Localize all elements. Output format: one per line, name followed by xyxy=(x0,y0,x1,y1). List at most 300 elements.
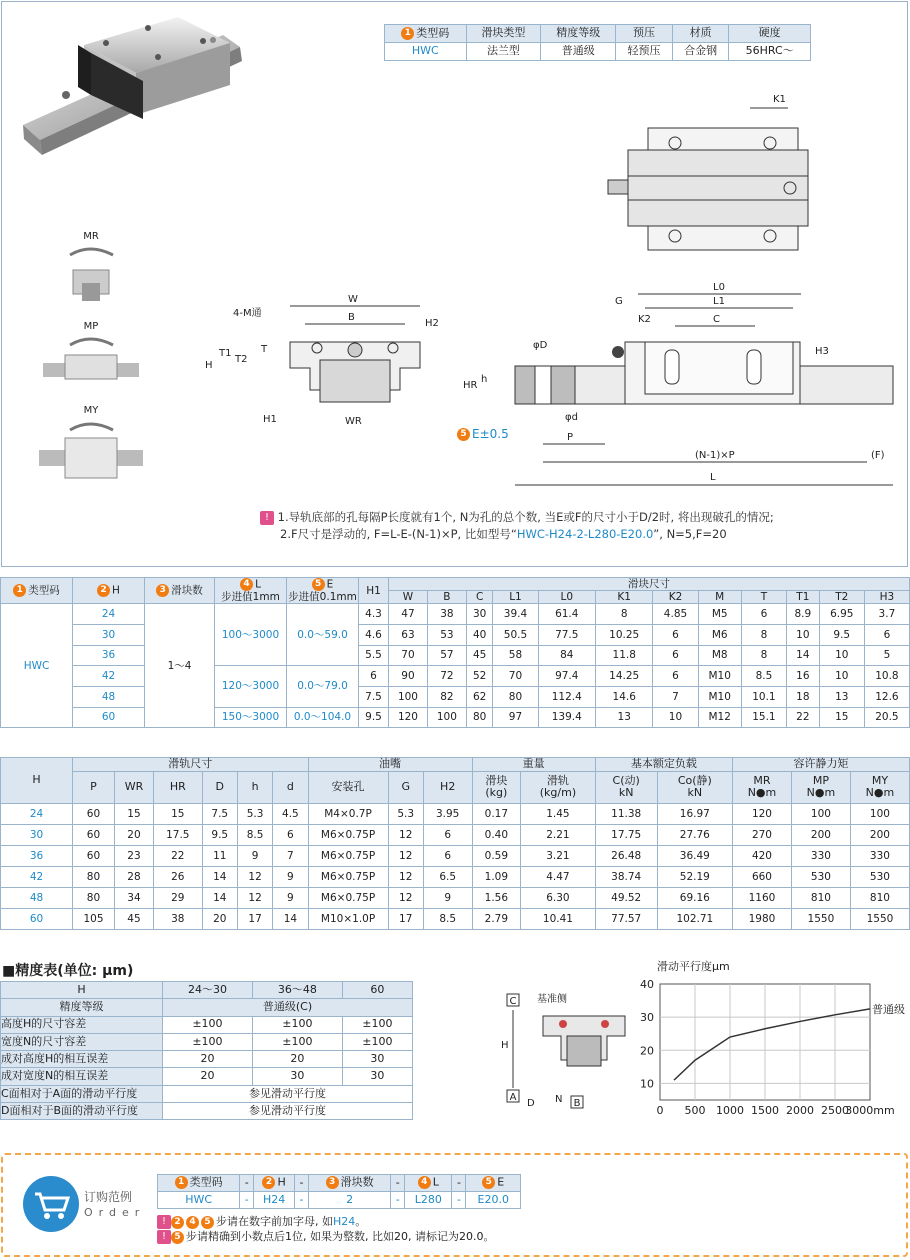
reference-side-label: 基准侧 xyxy=(537,994,567,1005)
order-header xyxy=(158,1175,240,1192)
p-label: P xyxy=(567,432,574,443)
table-cell: 7 xyxy=(653,686,698,707)
l-range-cell: 120～3000 xyxy=(215,666,287,707)
badge: 2 xyxy=(262,1176,275,1189)
col-rail: 滑轨尺寸 xyxy=(73,758,309,772)
badge: 5 xyxy=(171,1231,184,1244)
table-cell: 10.1 xyxy=(741,686,786,707)
x-tick-label: 1500 xyxy=(751,1104,779,1117)
warning-icon: ! xyxy=(157,1215,171,1229)
badge: 2 xyxy=(97,584,110,597)
table-cell: M8 xyxy=(698,645,741,666)
badge: 5 xyxy=(457,428,470,441)
col-slider: 滑块尺寸 xyxy=(389,578,910,591)
table-row xyxy=(1,803,910,824)
spec-header: 材质 xyxy=(672,25,729,43)
order-header xyxy=(254,1175,295,1192)
hr-label: HR xyxy=(463,380,478,391)
table-cell: 6 xyxy=(359,666,389,687)
table-cell: 1.09 xyxy=(472,866,521,887)
b-label: B xyxy=(348,312,355,323)
table-cell: 14.25 xyxy=(595,666,652,687)
mr-label: MR xyxy=(83,231,99,242)
table-cell: 3.95 xyxy=(423,803,472,824)
table-cell: 49.52 xyxy=(595,887,657,908)
table-cell: 47 xyxy=(389,604,428,625)
t1-label: T1 xyxy=(219,348,232,359)
sub-header xyxy=(657,771,732,803)
e-tolerance-text: E±0.5 xyxy=(472,427,509,441)
table-cell: 45 xyxy=(114,908,153,929)
table-cell: 52 xyxy=(466,666,493,687)
order-note-text: 步请在数字前加字母, 如 xyxy=(216,1215,333,1228)
table-cell: 22 xyxy=(786,707,819,728)
header-unit: N●m xyxy=(865,786,895,800)
sub-header: K1 xyxy=(595,591,652,604)
badge: 1 xyxy=(13,584,26,597)
badge: 5 xyxy=(201,1216,214,1229)
e-tolerance xyxy=(457,427,509,441)
header-unit: (kg/m) xyxy=(539,786,577,800)
my-label: MY xyxy=(83,405,99,416)
table-cell: 50.5 xyxy=(493,624,538,645)
col-h: H xyxy=(1,758,73,804)
table-cell: 77.5 xyxy=(538,624,595,645)
order-header-label: E xyxy=(497,1175,505,1189)
sub-header: D xyxy=(202,771,237,803)
table-cell: 1160 xyxy=(732,887,791,908)
table-row xyxy=(1,1051,413,1068)
table-cell: 6 xyxy=(273,824,308,845)
h-cell: 30 xyxy=(73,624,145,645)
table-row xyxy=(1,666,910,687)
table-cell: 6 xyxy=(653,666,698,687)
header-label: MR xyxy=(753,773,771,787)
h-cell: 42 xyxy=(73,666,145,687)
chart-title: 滑动平行度μm xyxy=(657,960,730,973)
sub-header: G xyxy=(388,771,423,803)
sub-header xyxy=(850,771,909,803)
table-cell: M6×0.75P xyxy=(308,824,388,845)
acc-col: 60 xyxy=(342,982,412,999)
table-cell: 6 xyxy=(653,624,698,645)
order-note-text: 。 xyxy=(355,1215,367,1228)
table-cell: 12.6 xyxy=(864,686,909,707)
order-header xyxy=(309,1175,391,1192)
order-sep: - xyxy=(240,1192,254,1209)
n-dim-label: N xyxy=(555,1094,563,1105)
sub-header: P xyxy=(73,771,115,803)
table-cell: 58 xyxy=(493,645,538,666)
order-value: H24 xyxy=(254,1192,295,1209)
phi-d-small-label: φd xyxy=(565,412,578,423)
table-cell: 80 xyxy=(466,707,493,728)
table-cell: 20.5 xyxy=(864,707,909,728)
table-cell: 82 xyxy=(427,686,466,707)
table-cell: 6.95 xyxy=(819,604,864,625)
table-cell: 810 xyxy=(850,887,909,908)
table-row xyxy=(1,908,910,929)
table-cell: 1980 xyxy=(732,908,791,929)
table-cell: 36 xyxy=(1,845,73,866)
y-tick-label: 20 xyxy=(640,1044,654,1058)
h-dim-label: H xyxy=(501,1040,509,1051)
x-tick-label: 2500 xyxy=(821,1104,849,1117)
header-label: 滑轨 xyxy=(546,773,569,787)
table-cell: 1.56 xyxy=(472,887,521,908)
note-text: 1.导轨底部的孔每隔P长度就有1个, N为孔的总个数, 当E或F的尺寸小于D/2时, 将出现破孔的情况; xyxy=(277,510,774,524)
header-label: MY xyxy=(871,773,889,787)
order-header xyxy=(405,1175,452,1192)
cart-icon xyxy=(22,1175,80,1233)
table-cell: 4.3 xyxy=(359,604,389,625)
table-cell: 330 xyxy=(850,845,909,866)
h2-label: H2 xyxy=(425,318,439,329)
spec-value: 法兰型 xyxy=(466,43,541,61)
table-cell: 15 xyxy=(114,803,153,824)
col-moment: 容许静力矩 xyxy=(732,758,909,772)
table-cell: 102.71 xyxy=(657,908,732,929)
table-cell: ±100 xyxy=(252,1033,342,1050)
sub-header: T1 xyxy=(786,591,819,604)
col-load: 基本额定负载 xyxy=(595,758,732,772)
order-value: 2 xyxy=(309,1192,391,1209)
moment-diagrams xyxy=(35,225,145,495)
table-cell: 30 xyxy=(1,824,73,845)
table-cell: 14 xyxy=(202,887,237,908)
table-cell: 6 xyxy=(741,604,786,625)
rail-dimension-table xyxy=(0,757,910,930)
table-cell: 成对高度H的相互误差 xyxy=(1,1051,163,1068)
accuracy-rows xyxy=(1,1016,413,1085)
order-sep: - xyxy=(452,1192,466,1209)
table-cell: 17 xyxy=(388,908,423,929)
table-row xyxy=(1,887,910,908)
table-cell: 4.5 xyxy=(273,803,308,824)
badge: 1 xyxy=(401,27,414,40)
table-cell: 139.4 xyxy=(538,707,595,728)
table-cell: 100 xyxy=(850,803,909,824)
table-cell: 6 xyxy=(653,645,698,666)
table-cell: 27.76 xyxy=(657,824,732,845)
table-row xyxy=(1,604,910,625)
spec-header: 精度等级 xyxy=(541,25,616,43)
table-cell: 17.5 xyxy=(153,824,202,845)
table-cell: 530 xyxy=(850,866,909,887)
sub-header: H2 xyxy=(423,771,472,803)
order-note-1 xyxy=(157,1214,494,1229)
table-cell: 40 xyxy=(466,624,493,645)
t2-label: T2 xyxy=(235,354,248,365)
l0-label: L0 xyxy=(713,282,725,293)
order-header-label: H xyxy=(277,1175,286,1189)
type-cell: HWC xyxy=(1,604,73,728)
sub-header: 安装孔 xyxy=(308,771,388,803)
table-cell: 12 xyxy=(388,866,423,887)
note-line-1 xyxy=(260,509,900,526)
w-label: W xyxy=(348,294,358,305)
table-cell: 18 xyxy=(786,686,819,707)
table-cell: 63 xyxy=(389,624,428,645)
h-cell: 24 xyxy=(73,604,145,625)
order-sep: - xyxy=(295,1175,309,1192)
header-sub: 步进值1mm xyxy=(221,591,280,604)
spec-header: 预压 xyxy=(616,25,673,43)
header-unit: N●m xyxy=(747,786,777,800)
h-label: H xyxy=(205,360,213,371)
table-cell: ±100 xyxy=(342,1033,412,1050)
order-sep: - xyxy=(391,1192,405,1209)
order-value: HWC xyxy=(158,1192,240,1209)
table-row xyxy=(1,645,910,666)
header-label: 滑块数 xyxy=(171,584,203,597)
table-cell: 84 xyxy=(538,645,595,666)
acc-ref-value: 参见滑动平行度 xyxy=(163,1103,413,1120)
col-weight: 重量 xyxy=(472,758,595,772)
table-cell: 5.3 xyxy=(388,803,423,824)
table-cell: 97 xyxy=(493,707,538,728)
table-cell: 105 xyxy=(73,908,115,929)
table-cell: 16 xyxy=(786,666,819,687)
spec-value: HWC xyxy=(385,43,467,61)
table-cell: 53 xyxy=(427,624,466,645)
table-cell: 34 xyxy=(114,887,153,908)
l-label: L xyxy=(710,472,716,483)
table-cell: 17 xyxy=(237,908,272,929)
h-cell: 48 xyxy=(73,686,145,707)
phi-d-large-label: φD xyxy=(533,340,548,351)
spec-header: 滑块类型 xyxy=(466,25,541,43)
header-sub: 步进值0.1mm xyxy=(288,591,357,604)
n1p-label: (N-1)×P xyxy=(695,450,735,461)
col-type xyxy=(1,578,73,604)
reference-side-diagram xyxy=(495,988,630,1113)
table-cell: 39.4 xyxy=(493,604,538,625)
table-cell: 5.3 xyxy=(237,803,272,824)
badge: 1 xyxy=(175,1176,188,1189)
acc-grade: 普通级(C) xyxy=(163,999,413,1016)
badge: 2 xyxy=(171,1216,184,1229)
table-cell: 530 xyxy=(791,866,850,887)
table-cell: 112.4 xyxy=(538,686,595,707)
sub-header: K2 xyxy=(653,591,698,604)
table-cell: 20 xyxy=(202,908,237,929)
table-cell: 22 xyxy=(153,845,202,866)
table-cell: 16.97 xyxy=(657,803,732,824)
parallelism-chart xyxy=(630,972,910,1120)
spec-header: 硬度 xyxy=(729,25,811,43)
table-cell: 42 xyxy=(1,866,73,887)
t-label: T xyxy=(261,344,268,355)
table-cell: 9 xyxy=(273,887,308,908)
table-cell: 9.5 xyxy=(819,624,864,645)
sub-header: C xyxy=(466,591,493,604)
table-cell: 38 xyxy=(427,604,466,625)
col-e xyxy=(287,578,359,604)
header-label: H xyxy=(112,584,120,597)
warning-icon: ! xyxy=(260,511,274,525)
sub-header xyxy=(595,771,657,803)
table-cell: 100 xyxy=(427,707,466,728)
table-cell: 97.4 xyxy=(538,666,595,687)
table-cell: 13 xyxy=(595,707,652,728)
table-cell: 10 xyxy=(786,624,819,645)
table-cell: 15 xyxy=(153,803,202,824)
table-cell: 8.5 xyxy=(237,824,272,845)
table-cell: 8.5 xyxy=(741,666,786,687)
header-label: E xyxy=(326,578,334,591)
table-cell: 330 xyxy=(791,845,850,866)
table-cell: M10 xyxy=(698,686,741,707)
table-cell: 4.6 xyxy=(359,624,389,645)
sub-header xyxy=(732,771,791,803)
table-cell: 3.7 xyxy=(864,604,909,625)
x-tick-label: 500 xyxy=(684,1104,706,1117)
col-blocks xyxy=(145,578,215,604)
acc-col: 24～30 xyxy=(163,982,253,999)
table-cell: M6 xyxy=(698,624,741,645)
table-row xyxy=(1,845,910,866)
table-cell: 20 xyxy=(163,1068,253,1085)
table-cell: 60 xyxy=(73,803,115,824)
sub-header: T xyxy=(741,591,786,604)
table-row xyxy=(1,1016,413,1033)
sub-header xyxy=(791,771,850,803)
h-cell: 60 xyxy=(73,707,145,728)
table-cell: 30 xyxy=(466,604,493,625)
table-cell: 2.79 xyxy=(472,908,521,929)
order-sep: - xyxy=(452,1175,466,1192)
sub-header: h xyxy=(237,771,272,803)
k2-label: K2 xyxy=(638,314,651,325)
g-label: G xyxy=(615,296,623,307)
accuracy-title: ■精度表(单位: μm) xyxy=(2,963,134,979)
table-cell: 宽度N的尺寸容差 xyxy=(1,1033,163,1050)
table-cell: 90 xyxy=(389,666,428,687)
y-tick-label: 10 xyxy=(640,1077,654,1091)
product-photo xyxy=(18,15,243,165)
table-cell: 11.8 xyxy=(595,645,652,666)
table-cell: 200 xyxy=(791,824,850,845)
order-note-example: H24 xyxy=(333,1215,356,1228)
header-label: 滑块 xyxy=(485,773,508,787)
badge: 4 xyxy=(240,578,253,591)
table-cell: 3.21 xyxy=(521,845,596,866)
c-face-label: C xyxy=(509,996,517,1007)
table-cell: 6 xyxy=(423,824,472,845)
order-value: E20.0 xyxy=(466,1192,521,1209)
x-tick-label: 0 xyxy=(656,1104,664,1117)
order-label: 订购范例 xyxy=(84,1190,133,1204)
table-cell: 13 xyxy=(819,686,864,707)
table-cell: 10.41 xyxy=(521,908,596,929)
table-cell: 38.74 xyxy=(595,866,657,887)
d-face-label: D xyxy=(527,1098,535,1109)
table-cell: 12 xyxy=(237,887,272,908)
spec-table xyxy=(384,24,811,61)
table-cell: 8.9 xyxy=(786,604,819,625)
acc-ref-label: D面相对于B面的滑动平行度 xyxy=(1,1103,163,1120)
table-row xyxy=(1,866,910,887)
table-cell: 24 xyxy=(1,803,73,824)
table-cell: 72 xyxy=(427,666,466,687)
table-cell: 0.17 xyxy=(472,803,521,824)
l-range-cell: 100～3000 xyxy=(215,604,287,666)
table-cell: 100 xyxy=(389,686,428,707)
table-cell: 80 xyxy=(73,887,115,908)
table-cell: M12 xyxy=(698,707,741,728)
table-cell: 38 xyxy=(153,908,202,929)
m-label: 4-M通 xyxy=(233,308,262,319)
table-cell: 8 xyxy=(741,624,786,645)
table-cell: 6.30 xyxy=(521,887,596,908)
order-note-2 xyxy=(157,1229,494,1244)
table-cell: 14 xyxy=(786,645,819,666)
table-cell: 14 xyxy=(202,866,237,887)
order-value: L280 xyxy=(405,1192,452,1209)
badge: 3 xyxy=(156,584,169,597)
table-cell: 0.40 xyxy=(472,824,521,845)
table-cell: 9 xyxy=(237,845,272,866)
a-face-label: A xyxy=(509,1092,517,1103)
sub-header: WR xyxy=(114,771,153,803)
table-cell: 26.48 xyxy=(595,845,657,866)
k1-label: K1 xyxy=(773,94,786,105)
sub-header: W xyxy=(389,591,428,604)
table-cell: 52.19 xyxy=(657,866,732,887)
note-line-2 xyxy=(260,526,900,543)
table-cell: M5 xyxy=(698,604,741,625)
table-cell: M4×0.7P xyxy=(308,803,388,824)
table-cell: 高度H的尺寸容差 xyxy=(1,1016,163,1033)
table-cell: 8 xyxy=(595,604,652,625)
table-cell: 11 xyxy=(202,845,237,866)
table-cell: 10.25 xyxy=(595,624,652,645)
table-cell: ±100 xyxy=(163,1016,253,1033)
sub-header: HR xyxy=(153,771,202,803)
slider-dimension-table xyxy=(0,577,910,728)
table-cell: 6.5 xyxy=(423,866,472,887)
blocks-cell: 1～4 xyxy=(145,604,215,728)
col-oil: 油嘴 xyxy=(308,758,472,772)
table-cell: 420 xyxy=(732,845,791,866)
y-tick-label: 30 xyxy=(640,1011,654,1025)
side-view-diagram xyxy=(455,278,900,493)
sub-header xyxy=(472,771,521,803)
header-unit: (kg) xyxy=(485,786,508,800)
y-tick-label: 40 xyxy=(640,978,654,991)
badge: 4 xyxy=(186,1216,199,1229)
sub-header xyxy=(521,771,596,803)
table-cell: 100 xyxy=(791,803,850,824)
table-cell: 2.21 xyxy=(521,824,596,845)
table-cell: 28 xyxy=(114,866,153,887)
table-cell: ±100 xyxy=(252,1016,342,1033)
table-cell: 10 xyxy=(819,645,864,666)
b-face-label: B xyxy=(573,1098,581,1109)
series-label: 普通级 xyxy=(872,1002,905,1016)
table-cell: 26 xyxy=(153,866,202,887)
order-header-label: L xyxy=(432,1175,439,1189)
sub-header: T2 xyxy=(819,591,864,604)
table-cell: 4.47 xyxy=(521,866,596,887)
sub-header: H3 xyxy=(864,591,909,604)
order-sep: - xyxy=(391,1175,405,1192)
table-cell: M6×0.75P xyxy=(308,887,388,908)
acc-grade-label: 精度等级 xyxy=(1,999,163,1016)
rail-dimension-rows xyxy=(1,803,910,929)
table-cell: 17.75 xyxy=(595,824,657,845)
